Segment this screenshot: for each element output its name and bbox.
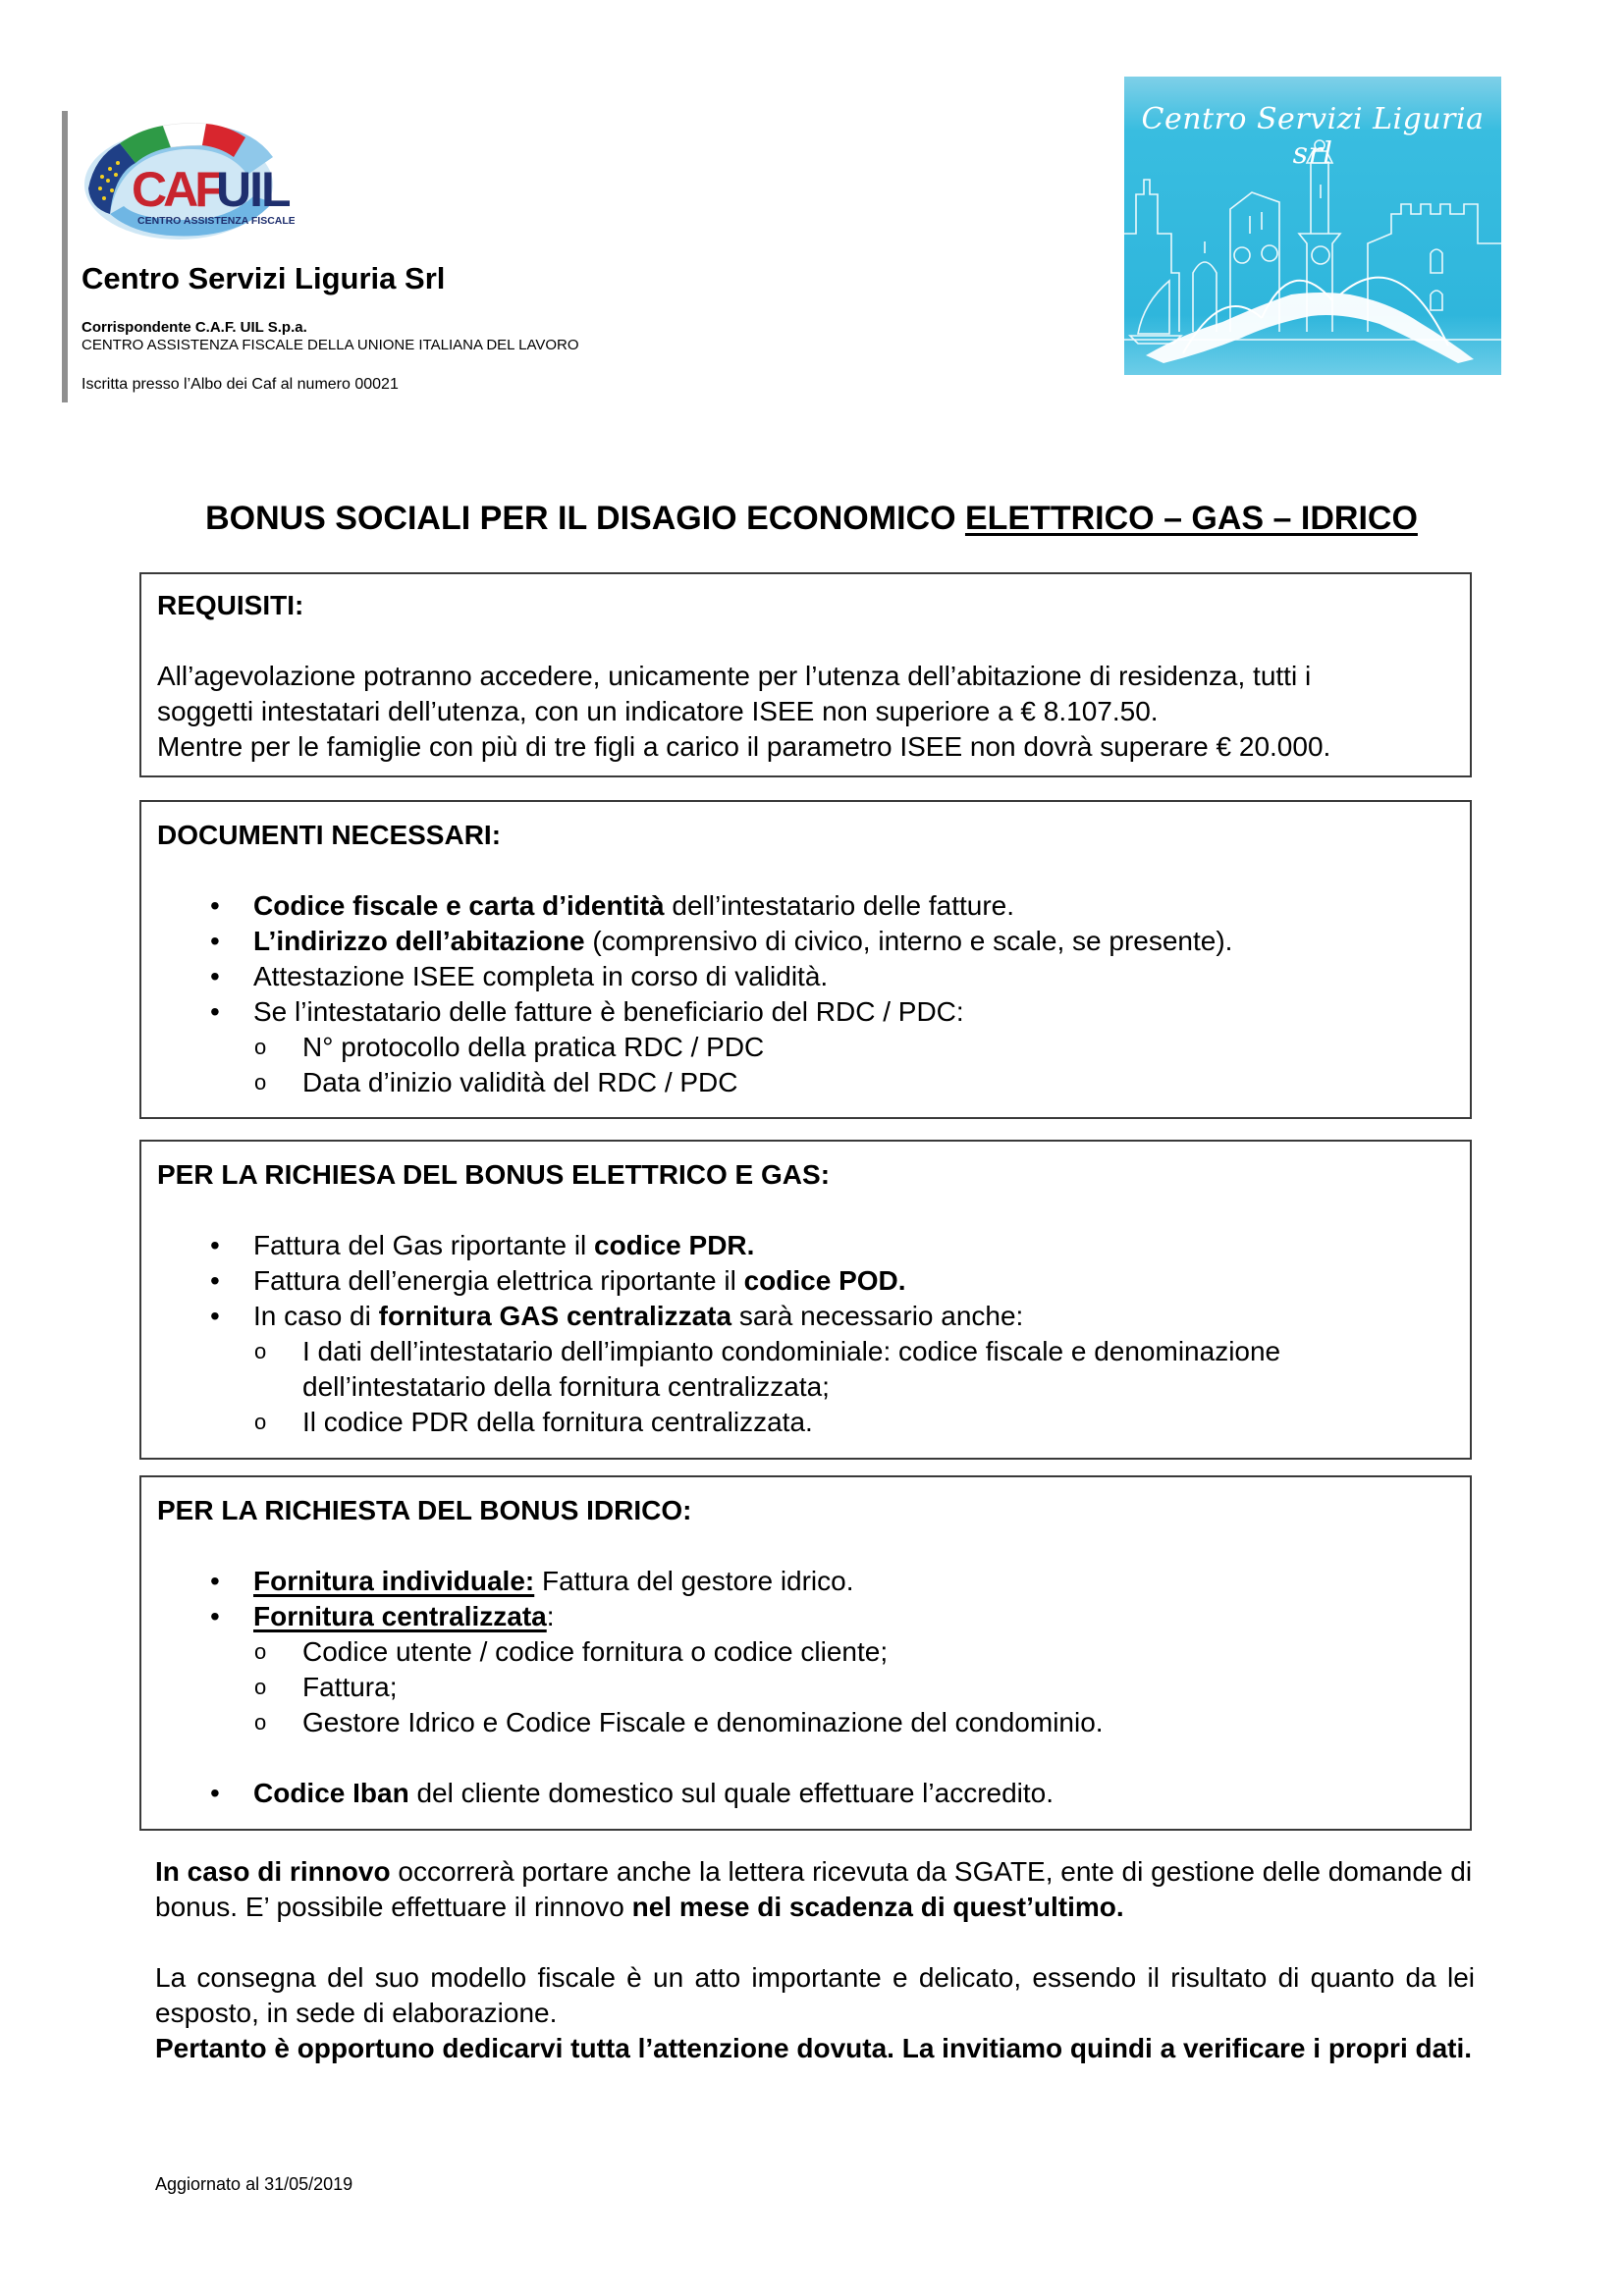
sub-list-item: o Data d’inizio validità del RDC / PDC — [141, 1065, 1470, 1100]
list-item: • Fornitura individuale: Fattura del gestore idrico. — [141, 1564, 1470, 1599]
requisiti-line-3: Mentre per le famiglie con più di tre figli a carico il parametro ISEE non dovrà superare € 20.000. — [157, 731, 1331, 762]
bullet-icon: • — [210, 996, 220, 1027]
banner-title: Centro Servizi Liguria srl — [1141, 102, 1485, 171]
hollow-bullet-icon: o — [254, 1639, 267, 1664]
idrico-list — [141, 1564, 1470, 1811]
albo-registration: Iscritta presso l’Albo dei Caf al numero 00021 — [81, 376, 399, 393]
hollow-bullet-icon: o — [254, 1070, 267, 1095]
list-item: • Fornitura centralizzata: — [141, 1599, 1470, 1634]
bullet-icon: • — [210, 1301, 220, 1331]
list-item: • Codice fiscale e carta d’identità dell’intestatario delle fatture. — [141, 888, 1470, 924]
bullet-icon: • — [210, 1601, 220, 1631]
requisiti-line-2: soggetti intestatari dell’utenza, con un indicatore ISEE non superiore a € 8.107.50. — [157, 696, 1159, 726]
documenti-heading: DOCUMENTI NECESSARI: — [157, 820, 502, 850]
requisiti-heading: REQUISITI: — [157, 590, 304, 620]
bullet-icon: • — [210, 926, 220, 956]
svg-text:CENTRO ASSISTENZA FISCALE: CENTRO ASSISTENZA FISCALE — [137, 215, 295, 227]
consegna-text: La consegna del suo modello fiscale è un atto importante e delicato, essendo il risultato di quanto da lei esposto, in sede di elaborazione. — [155, 1962, 1475, 2028]
hollow-bullet-icon: o — [254, 1035, 267, 1059]
title-underlined: ELETTRICO – GAS – IDRICO — [964, 500, 1418, 537]
list-item: • Fattura dell’energia elettrica riportante il codice POD. — [141, 1263, 1470, 1299]
sub-list-item: o Codice utente / codice fornitura o codice cliente; — [141, 1634, 1470, 1670]
consegna-paragraph — [155, 1960, 1475, 2066]
consegna-bold-note: Pertanto è opportuno dedicarvi tutta l’attenzione dovuta. La invitiamo quindi a verificare i propri dati. — [155, 2033, 1473, 2063]
elettrico-gas-heading: PER LA RICHIESA DEL BONUS ELETTRICO E GAS: — [157, 1159, 831, 1190]
liguria-skyline-logo-icon — [1124, 77, 1501, 375]
bullet-icon: • — [210, 1265, 220, 1296]
document-title — [0, 500, 1623, 538]
hollow-bullet-icon: o — [254, 1675, 267, 1699]
caf-full-name: CENTRO ASSISTENZA FISCALE DELLA UNIONE ITALIANA DEL LAVORO — [81, 337, 579, 353]
list-item: • In caso di fornitura GAS centralizzata sarà necessario anche: — [141, 1299, 1470, 1334]
spacer — [141, 1740, 1470, 1776]
hollow-bullet-icon: o — [254, 1339, 267, 1363]
documenti-box — [139, 800, 1472, 1119]
idrico-heading: PER LA RICHIESTA DEL BONUS IDRICO: — [157, 1495, 692, 1525]
rinnovo-paragraph: In caso di rinnovo occorrerà portare anche la lettera ricevuta da SGATE, ente di gestione delle domande di bonus. E’ possibile effettuare il rinnovo nel mese di scadenza di quest’ultimo. — [155, 1856, 1473, 1922]
sub-list-item: o Gestore Idrico e Codice Fiscale e denominazione del condominio. — [141, 1705, 1470, 1740]
cafuil-logo-icon — [81, 118, 295, 245]
list-item: • Attestazione ISEE completa in corso di validità. — [141, 959, 1470, 994]
sub-list-item: o N° protocollo della pratica RDC / PDC — [141, 1030, 1470, 1065]
requisiti-text — [157, 659, 1456, 765]
updated-date: Aggiornato al 31/05/2019 — [155, 2174, 353, 2194]
elettrico-gas-box — [139, 1140, 1472, 1460]
documenti-list — [141, 888, 1470, 1100]
list-item: • Fattura del Gas riportante il codice PDR. — [141, 1228, 1470, 1263]
list-item: • Se l’intestatario delle fatture è beneficiario del RDC / PDC: — [141, 994, 1470, 1030]
hollow-bullet-icon: o — [254, 1710, 267, 1735]
sub-list-item: o I dati dell’intestatario dell’impianto condominiale: codice fiscale e denominazione — [141, 1334, 1470, 1369]
requisiti-line-1: All’agevolazione potranno accedere, unicamente per l’utenza dell’abitazione di residenza, tutti i — [157, 661, 1312, 691]
bullet-icon: • — [210, 890, 220, 921]
sub-list-item: o Il codice PDR della fornitura centralizzata. — [141, 1405, 1470, 1440]
header-left-bar — [62, 111, 68, 402]
bullet-icon: • — [210, 1778, 220, 1808]
bullet-icon: • — [210, 1566, 220, 1596]
title-plain: BONUS SOCIALI PER IL DISAGIO ECONOMICO — [205, 500, 965, 537]
idrico-box — [139, 1475, 1472, 1831]
sub-list-item-continuation: dell’intestatario della fornitura centralizzata; — [302, 1371, 830, 1402]
sub-list-item: o Fattura; — [141, 1670, 1470, 1705]
list-item: • Codice Iban del cliente domestico sul quale effettuare l’accredito. — [141, 1776, 1470, 1811]
requisiti-box — [139, 572, 1472, 777]
svg-text:UIL: UIL — [216, 162, 290, 217]
hollow-bullet-icon: o — [254, 1410, 267, 1434]
elettrico-gas-list — [141, 1228, 1470, 1440]
bullet-icon: • — [210, 1230, 220, 1260]
bullet-icon: • — [210, 961, 220, 991]
company-name: Centro Servizi Liguria Srl — [81, 261, 446, 295]
list-item: • L’indirizzo dell’abitazione (comprensivo di civico, interno e scale, se presente). — [141, 924, 1470, 959]
svg-text:CAF: CAF — [132, 162, 221, 217]
correspondent-line: Corrispondente C.A.F. UIL S.p.a. — [81, 319, 307, 336]
